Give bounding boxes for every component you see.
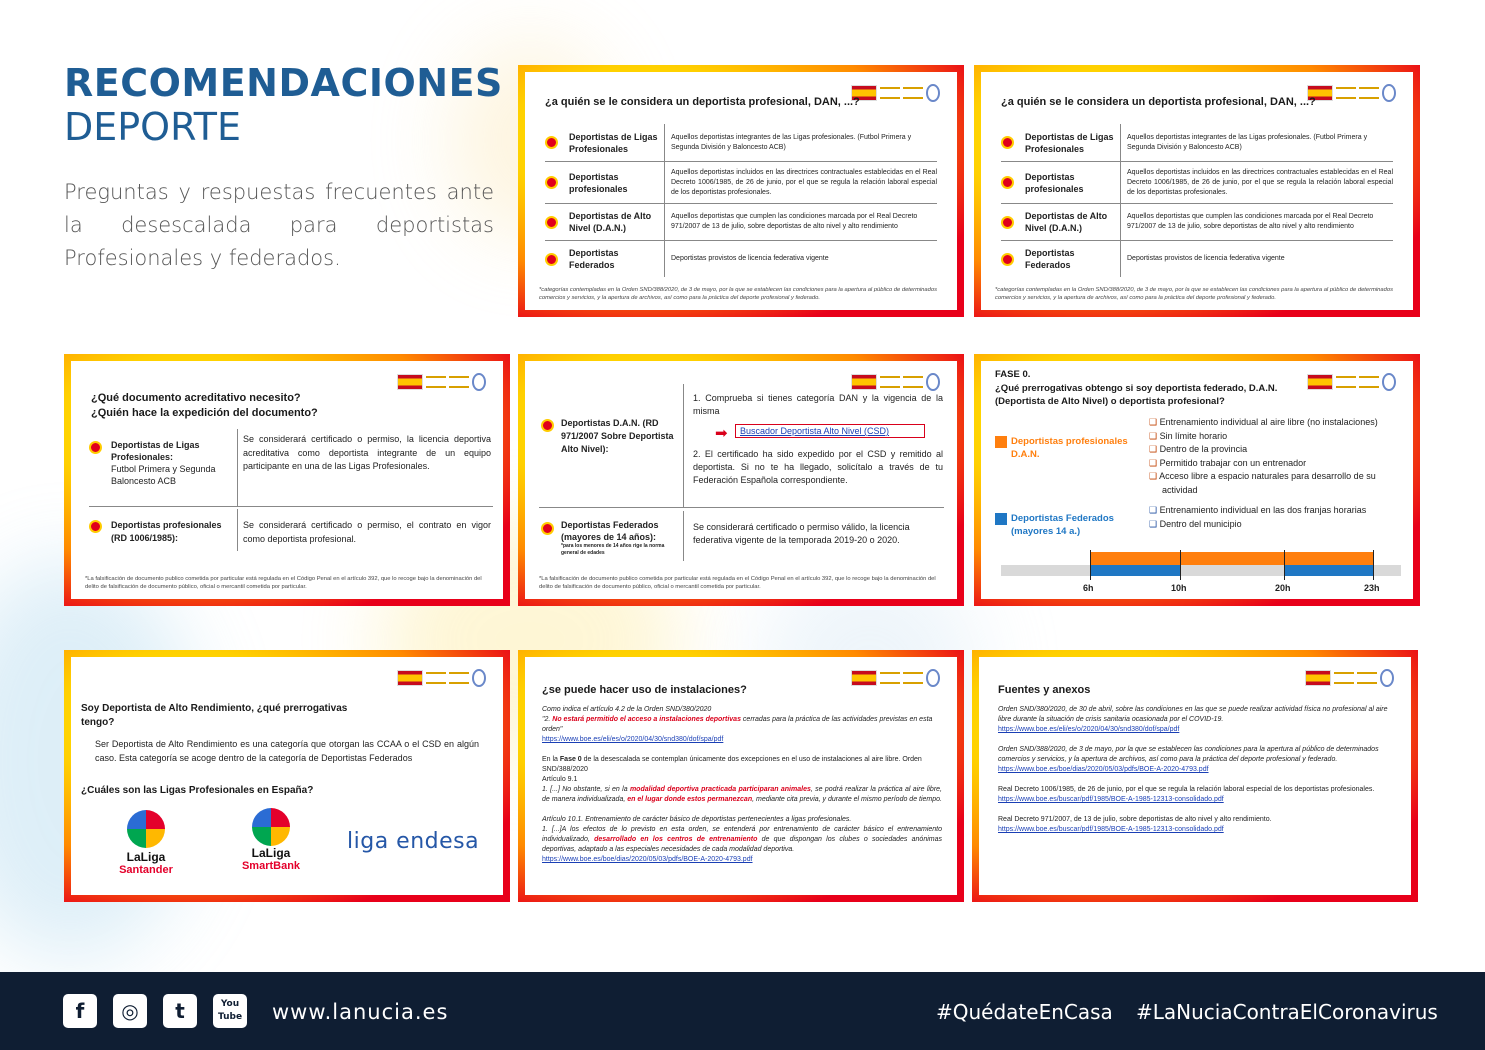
slide-dan-certificate — [518, 354, 964, 606]
footnote: *La falsificación de documento publico cometida por particular está regulada en el Código Penal en el artículo 392, que lo recoge bajo la denominación del delito de falsificación de documento público, oficial o mercantil cometida por particular. — [539, 576, 936, 590]
table-row: Deportistas de Ligas Profesionales Aquellos deportistas integrantes de las Ligas profesionales. (Futbol Primera y Segunda División y Baloncesto ACB) — [1001, 124, 1393, 162]
bullet-icon — [1001, 216, 1014, 229]
bullet-icon — [89, 441, 102, 454]
bullet-icon — [541, 419, 554, 432]
table-row: Deportistas profesionales Aquellos deportistas incluidos en las directrices contractuales establecidas en el Real Decreto 1006/1985, de 26 de junio, por el que se regula la relación laboral especial de los deportistas profesionales. — [1001, 162, 1393, 204]
table-row: Deportistas Federados Deportistas provistos de licencia federativa vigente — [545, 241, 937, 277]
slide-sources — [972, 650, 1418, 902]
list-item: ❑ Entrenamiento individual al aire libre (no instalaciones) — [1149, 417, 1378, 427]
list-item: ❑ Sin límite horario — [1149, 430, 1228, 441]
government-logos — [397, 371, 491, 393]
list-item: Orden SND/388/2020, de 3 de mayo, por la que se establecen las condiciones para la apertura al público de determinados comercios y servicios, y la apertura de archivos, así como para la práctica del deporte profesional y federado. https://www.boe.es/boe/dias/2020/05/03/pdfs/BOE-A-2020-4793.pdf — [998, 746, 1379, 773]
list-item: ❑ Dentro de la provincia — [1149, 444, 1248, 454]
list-item: Real Decreto 1006/1985, de 26 de junio, por el que se regula la relación laboral especial de los deportistas profesionales. https://www.boe.es/buscar/pdf/1985/BOE-A-1985-12313-consolidado.pdf — [998, 786, 1375, 803]
laliga-santander-logo: LaLiga Santander — [101, 810, 191, 880]
table-row: Deportistas Federados (mayores de 14 años): *para los menores de 14 años rige la norma general de edades Se considerará certificado o permiso válido, la licencia federativa vigente de la temporada 2019-20 o 2020. — [539, 511, 944, 561]
arrow-right-icon: ➡ — [715, 425, 728, 442]
bullet-icon — [545, 176, 558, 189]
list-item: ❑ Acceso libre a espacio naturales para desarrollo de su actividad — [1149, 471, 1376, 495]
csd-search-link[interactable]: Buscador Deportista Alto Nivel (CSD) — [735, 424, 925, 438]
bullet-icon — [1001, 176, 1014, 189]
table-row: Deportistas de Alto Nivel (D.A.N.) Aquellos deportistas que cumplen las condiciones marcada por el Real Decreto 971/2007 de 13 de julio, sobre deportistas de alto nivel y alto rendimiento — [1001, 204, 1393, 241]
table-row: Deportistas D.A.N. (RD 971/2007 Sobre Deportista Alto Nivel): 1. Comprueba si tienes categoría DAN y la vigencia de la misma ➡ Buscador Deportista Alto Nivel (CSD) 2. El certificado ha sido expedido por el CSD y remitido al deportista. Si no te ha llegado, solicítalo a través de tu Federación Española correspondiente. — [539, 384, 944, 508]
slide-high-performance — [64, 650, 510, 902]
list-item: Orden SND/380/2020, de 30 de abril, sobre las condiciones en las que se puede realizar actividad física no profesional al aire libre durante la situación de crisis sanitaria ocasionada por el COVID-19. https://www.boe.es/eli/es/o/2020/04/30/snd380/dof/spa/pdf — [998, 706, 1388, 733]
slide-title: ¿se puede hacer uso de instalaciones? — [542, 684, 747, 696]
table-row: Deportistas de Ligas Profesionales: Futbol Primera y Segunda Baloncesto ACB Se considerará certificado o permiso, la licencia deportiva acreditativa como deportista integrante de un equipo participante en una de las Ligas Profesionales. — [89, 429, 493, 507]
boe-link[interactable]: https://www.boe.es/boe/dias/2020/05/03/pdfs/BOE-A-2020-4793.pdf — [542, 856, 753, 863]
table-row: Deportistas de Ligas Profesionales Aquellos deportistas integrantes de las Ligas profesionales. (Futbol Primera y Segunda División y Baloncesto ACB) — [545, 124, 937, 162]
table-row: Deportistas profesionales (RD 1006/1985): Se considerará certificado o permiso, el contrato en vigor como deportista profesional. — [89, 509, 493, 551]
phase-label: FASE 0. — [995, 369, 1031, 380]
slide-phase0-prerogatives: FASE 0. ¿Qué prerrogativas obtengo si soy deportista federado, D.A.N. (Deportista de Alto Nivel) o deportista profesional? Deportistas profesionales D.A.N. ❑ Entrenamiento individual al aire libre (no instalaciones) ❑ Sin límite horario ❑ Dentro de la provincia ❑ Permitido trabajar con un entrenador ❑ Acceso libre a espacio naturales para desarrollo de su actividad Deportistas Federados (mayores 14 a.) ❑ Entrenamiento individual en las dos franjas horarias ❑ Dentro del municipio 6h 10h 20h 23h — [974, 354, 1420, 606]
bullet-icon — [1001, 253, 1014, 266]
government-logos — [1307, 371, 1401, 393]
timeline-federados-evening — [1284, 565, 1373, 576]
blue-legend-icon — [995, 513, 1007, 525]
instagram-icon[interactable]: ◎ — [113, 994, 147, 1028]
bullet-icon — [545, 253, 558, 266]
description: Ser Deportista de Alto Rendimiento es una categoría que otorgan las CCAA o el CSD en algún caso. Esta categoría se acoge dentro de la categoría de Deportistas Federados — [95, 739, 479, 763]
table-row: Deportistas de Alto Nivel (D.A.N.) Aquellos deportistas que cumplen las condiciones marcada por el Real Decreto 971/2007 de 13 de julio, sobre deportistas de alto nivel y alto rendimiento — [545, 204, 937, 241]
slide-title-2: ¿Quién hace la expedición del documento? — [91, 407, 318, 419]
slide-title: ¿Qué documento acreditativo necesito? — [91, 392, 301, 404]
intro-text: Preguntas y respuestas frecuentes ante la desescalada para deportistas Profesionales y federados. — [64, 180, 494, 270]
slide-title: ¿Qué prerrogativas obtengo si soy deportista federado, D.A.N. (Deportista de Alto Nivel) o deportista profesional? — [995, 383, 1278, 407]
timeline-pro-bar — [1090, 552, 1373, 565]
slide-accreditation-document — [64, 354, 510, 606]
slide-who-is-professional-copy — [974, 65, 1420, 317]
page-subtitle: DEPORTE — [64, 105, 241, 149]
slide-facilities-use — [518, 650, 964, 902]
facilities-body: Como indica el artículo 4.2 de la Orden SND/380/2020 "2. No estará permitido el acceso a instalaciones deportivas cerradas para la práctica de las actividades previstas en esta orden" https://www.boe.es/eli/es/o/2020/04/30/snd380/dof/spa/pdf En la Fase 0 de la desescalada se contemplan únicamente dos excepciones en el uso de instalaciones al aire libre. Orden SND/388/2020 Artículo 9.1 1. [...] No obstante, si en la modalidad deportiva practicada participaran animales, se podrá realizar la práctica al aire libre, de manera individualizada, en el lugar donde estos permanezcan, mediante cita previa, y durante el mismo período de tiempo. Artículo 10.1. Entrenamiento de carácter básico de deportistas pertenecientes a ligas profesionales. 1. [...]A los efectos de lo previsto en esta orden, se entenderá por entrenamiento de carácter básico el entrenamiento individualizado, desarrollado en los centros de entrenamiento de que dispongan los clubes o sociedades anónimas deportivas, adaptado a las especiales necesidades de cada modalidad deportiva. https://www.boe.es/boe/dias/2020/05/03/pdfs/BOE-A-2020-4793.pdf — [542, 706, 943, 863]
group1-list — [1149, 416, 1411, 497]
list-item: ❑ Entrenamiento individual en las dos franjas horarias — [1149, 505, 1367, 515]
tick-label: 20h — [1275, 583, 1291, 593]
liga-endesa-logo: liga endesa — [347, 829, 480, 854]
website-link[interactable]: www.lanucia.es — [272, 1000, 449, 1024]
hashtag-quedate: #QuédateEnCasa — [936, 1000, 1113, 1024]
slide-title: ¿a quién se le considera un deportista profesional, DAN, ...? — [1001, 96, 1316, 108]
government-logos — [851, 667, 945, 689]
bullet-icon — [545, 136, 558, 149]
government-logos — [397, 667, 491, 689]
bullet-icon — [1001, 136, 1014, 149]
youtube-icon[interactable]: You Tube — [213, 994, 247, 1028]
list-item: ❑ Permitido trabajar con un entrenador — [1149, 457, 1307, 468]
laliga-smartbank-logo: LaLiga SmartBank — [223, 808, 319, 878]
header — [64, 61, 503, 275]
page-title: RECOMENDACIONES — [64, 61, 503, 105]
list-item: ❑ Dentro del municipio — [1149, 518, 1242, 529]
bullet-icon — [545, 216, 558, 229]
orange-legend-icon — [995, 436, 1007, 448]
footnote: *La falsificación de documento publico cometida por particular está regulada en el Código Penal en el artículo 392, que lo recoge bajo la denominación del delito de falsificación de documento público, oficial o mercantil cometida por particular. — [85, 576, 482, 590]
list-item: Real Decreto 971/2007, de 13 de julio, sobre deportistas de alto nivel y alto rendimiento. https://www.boe.es/buscar/pdf/1985/BOE-A-1985-12313-consolidado.pdf — [998, 816, 1272, 833]
bullet-icon — [89, 520, 102, 533]
group2-list — [1149, 504, 1411, 531]
twitter-icon[interactable]: t — [163, 994, 197, 1028]
hashtag-lanucia: #LaNuciaContraElCoronavirus — [1136, 1000, 1438, 1024]
tick-label: 6h — [1083, 583, 1094, 593]
table-row: Deportistas Federados Deportistas provistos de licencia federativa vigente — [1001, 241, 1393, 277]
leagues-question: ¿Cuáles son las Ligas Profesionales en España? — [81, 785, 314, 796]
bullet-icon — [541, 522, 554, 535]
slide-title: Soy Deportista de Alto Rendimiento, ¿qué prerrogativas tengo? — [81, 703, 348, 728]
slide-title: Fuentes y anexos — [998, 684, 1091, 696]
social-links — [63, 994, 247, 1028]
government-logos — [1307, 82, 1401, 104]
timeline-federados-morning — [1090, 565, 1180, 576]
tick-label: 23h — [1364, 583, 1380, 593]
sources-list — [998, 705, 1398, 835]
slide-title: ¿a quién se le considera un deportista profesional, DAN, ...? — [545, 96, 860, 108]
tick-label: 10h — [1171, 583, 1187, 593]
table-row: Deportistas profesionales Aquellos deportistas incluidos en las directrices contractuales establecidas en el Real Decreto 1006/1985, de 26 de junio, por el que se regula la relación laboral especial de los deportistas profesionales. — [545, 162, 937, 204]
government-logos — [1305, 667, 1399, 689]
boe-link[interactable]: https://www.boe.es/eli/es/o/2020/04/30/snd380/dof/spa/pdf — [542, 736, 724, 743]
footnote: *categorías contempladas en la Orden SND/388/2020, de 3 de mayo, por la que se establecen las condiciones para la apertura al público de determinados comercios y servicios, y la apertura de archivos, así como para la práctica del deporte profesional y federado. — [995, 287, 1393, 301]
government-logos — [851, 82, 945, 104]
footer-bar — [0, 972, 1485, 1050]
slide-who-is-professional — [518, 65, 964, 317]
facebook-icon[interactable]: f — [63, 994, 97, 1028]
footnote: *categorías contempladas en la Orden SND/388/2020, de 3 de mayo, por la que se establecen las condiciones para la apertura al público de determinados comercios y servicios, y la apertura de archivos, así como para la práctica del deporte profesional y federado. — [539, 287, 937, 301]
